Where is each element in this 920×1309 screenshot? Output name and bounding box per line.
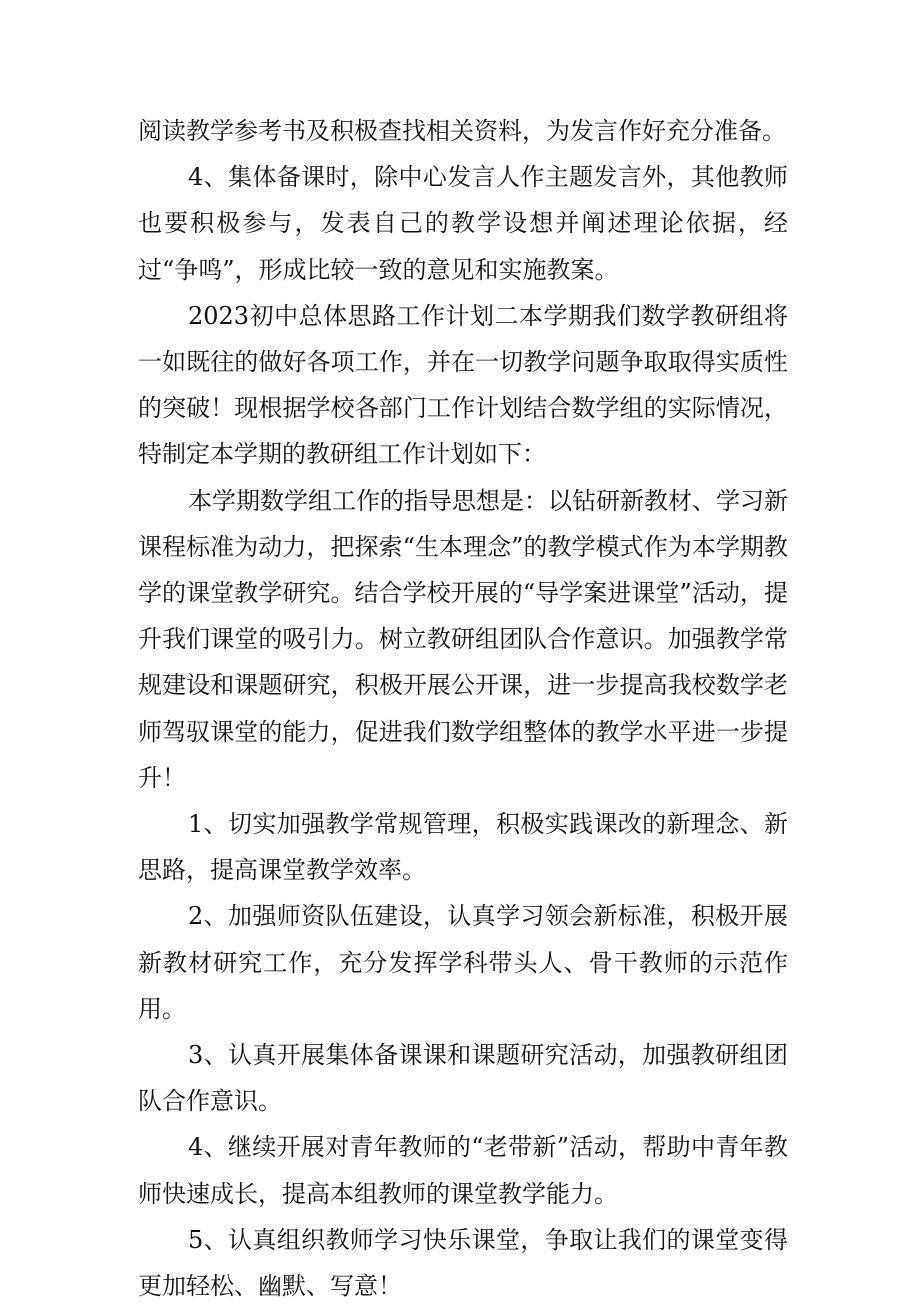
paragraph-goal-4: 4、继续开展对青年教师的“老带新”活动，帮助中青年教师快速成长，提高本组教师的课堂教学能力。 bbox=[138, 1133, 788, 1208]
paragraph-item-4: 4、集体备课时，除中心发言人作主题发言外，其他教师也要积极参与，发表自己的教学设想并阐述理论依据，经过“争鸣”，形成比较一致的意见和实施教案。 bbox=[138, 163, 788, 284]
paragraph-goal-3: 3、认真开展集体备课课和课题研究活动，加强教研组团队合作意识。 bbox=[138, 1041, 788, 1116]
paragraph-goal-5: 5、认真组织教师学习快乐课堂，争取让我们的课堂变得更加轻松、幽默、写意！ bbox=[138, 1225, 788, 1301]
paragraph-goal-1: 1、切实加强教学常规管理，积极实践课改的新理念、新思路，提高课堂教学效率。 bbox=[138, 810, 788, 885]
paragraph-plan-intro: 2023初中总体思路工作计划二本学期我们数学教研组将一如既往的做好各项工作，并在一切教学问题争取取得实质性的突破！现根据学校各部门工作计划结合数学组的实际情况，特制定本学期的教研组工作计划如下： bbox=[138, 301, 788, 469]
paragraph-continuation: 阅读教学参考书及积极查找相关资料，为发言作好充分准备。 bbox=[138, 117, 786, 145]
paragraph-goal-2: 2、加强师资队伍建设，认真学习领会新标准，积极开展新教材研究工作，充分发挥学科带头人、骨干教师的示范作用。 bbox=[138, 902, 788, 1023]
document-body bbox=[138, 108, 788, 1309]
paragraph-guiding-ideology: 本学期数学组工作的指导思想是：以钻研新教材、学习新课程标准为动力，把探索“生本理念”的教学模式作为本学期教学的课堂教学研究。结合学校开展的“导学案进课堂”活动，提升我们课堂的吸引力。树立教研组团队合作意识。加强教学常规建设和课题研究，积极开展公开课，进一步提高我校数学老师驾驭课堂的能力，促进我们数学组整体的教学水平进一步提升！ bbox=[138, 486, 788, 792]
